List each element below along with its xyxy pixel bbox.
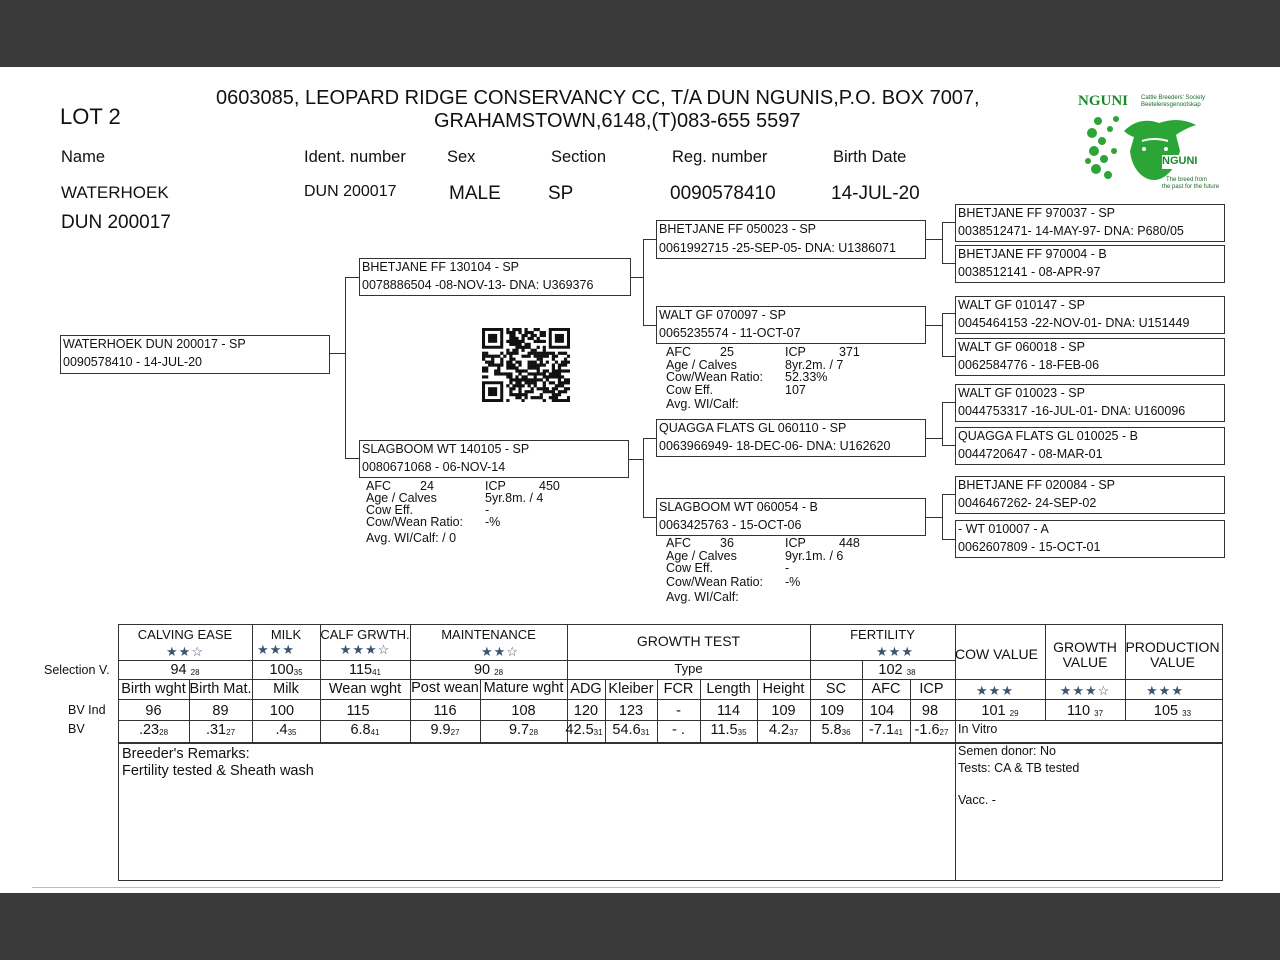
bv-label: BV bbox=[68, 722, 85, 736]
gg-3-id: WALT GF 010147 - SP bbox=[958, 298, 1085, 312]
sire-sire-id: BHETJANE FF 050023 - SP bbox=[659, 222, 817, 236]
bv-ind-production-value: 105 $_{33}$ bbox=[1153, 703, 1192, 719]
name-heading: Name bbox=[61, 148, 106, 166]
bv-ind-wean-wght: 115 bbox=[346, 703, 370, 719]
ident-heading: Ident. number bbox=[304, 148, 406, 166]
milk-stars: ★★★ bbox=[257, 642, 295, 657]
section-heading: Section bbox=[551, 148, 607, 166]
dam-id: SLAGBOOM WT 140105 - SP bbox=[362, 442, 530, 456]
breeder-line-1: 0603085, LEOPARD RIDGE CONSERVANCY CC, T/A DUN NGUNIS,P.O. BOX 7007, bbox=[216, 87, 980, 109]
tests: Tests: CA & TB tested bbox=[958, 761, 1080, 775]
calf-growth-heading: CALF GRWTH. bbox=[320, 627, 410, 642]
bv-ind-kleiber: 123 bbox=[618, 703, 644, 719]
logo-tagline-2: the past for the future bbox=[1162, 184, 1220, 190]
sire-dam-id: WALT GF 070097 - SP bbox=[659, 308, 786, 322]
bv-wean-wght: $6.8_{41}$ bbox=[350, 722, 380, 738]
perf-dam-dam: AFC 36 ICP 448 Age / Calves 9yr.1m. / 6 Cow Eff. - Cow/Wean Ratio: -% Avg. WI/Calf: bbox=[666, 536, 860, 604]
growth-test-heading: GROWTH TEST bbox=[636, 633, 741, 649]
dam-reg: 0080671068 - 06-NOV-14 bbox=[362, 460, 506, 474]
sel-milk: $100_{35}$ bbox=[269, 662, 303, 678]
col-icp: ICP bbox=[919, 681, 944, 697]
col-height: Height bbox=[762, 681, 805, 697]
animal-ident: DUN 200017 bbox=[304, 183, 397, 200]
logo-wordmark: NGUNI bbox=[1078, 93, 1129, 109]
sel-maintenance: 90 $_{28}$ bbox=[473, 662, 504, 678]
production-value-heading-1: PRODUCTION bbox=[1125, 639, 1220, 655]
fertility-stars: ★★★ bbox=[876, 644, 914, 659]
self-id: WATERHOEK DUN 200017 - SP bbox=[63, 337, 246, 351]
gg-1-reg: 0038512471- 14-MAY-97- DNA: P680/05 bbox=[958, 224, 1184, 238]
maintenance-stars: ★★☆ bbox=[481, 644, 519, 659]
gg-2-reg: 0038512141 - 08-APR-97 bbox=[958, 265, 1101, 279]
bv-ind-growth-value: 110 $_{37}$ bbox=[1066, 703, 1104, 719]
pedigree-sheet bbox=[0, 67, 1280, 893]
sire-reg: 0078886504 -08-NOV-13- DNA: U369376 bbox=[362, 278, 594, 292]
vaccinations: Vacc. - bbox=[958, 793, 996, 807]
selection-label: Selection V. bbox=[44, 663, 110, 677]
bv-icp: $-1.6_{27}$ bbox=[914, 722, 949, 738]
in-vitro-label: In Vitro bbox=[958, 722, 998, 736]
reg-heading: Reg. number bbox=[672, 148, 768, 166]
growth-value-stars: ★★★☆ bbox=[1059, 683, 1111, 698]
gg-5-id: WALT GF 010023 - SP bbox=[958, 386, 1085, 400]
breeder-line-2: GRAHAMSTOWN,6148,(T)083-655 5597 bbox=[434, 110, 801, 132]
bv-sc: $5.8_{36}$ bbox=[821, 722, 851, 738]
gg-8-id: - WT 010007 - A bbox=[958, 522, 1049, 536]
self-reg: 0090578410 - 14-JUL-20 bbox=[63, 355, 202, 369]
page-bottom-rule bbox=[32, 887, 1220, 888]
bv-birth-mat: $.31_{27}$ bbox=[205, 722, 236, 738]
bv-mature-wght: $9.7_{28}$ bbox=[508, 722, 539, 738]
gg-4-id: WALT GF 060018 - SP bbox=[958, 340, 1085, 354]
growth-value-heading-1: GROWTH bbox=[1053, 639, 1117, 655]
bv-ind-adg: 120 bbox=[573, 703, 599, 719]
dam-sire-reg: 0063966949- 18-DEC-06- DNA: U162620 bbox=[659, 439, 891, 453]
animal-birth: 14-JUL-20 bbox=[831, 183, 920, 204]
dam-dam-reg: 0063425763 - 15-OCT-06 bbox=[659, 518, 802, 532]
col-wean-wght: Wean wght bbox=[328, 681, 402, 697]
gg-6-reg: 0044720647 - 08-MAR-01 bbox=[958, 447, 1103, 461]
col-milk: Milk bbox=[273, 681, 299, 697]
type-label: Type bbox=[674, 661, 703, 676]
dam-dam-id: SLAGBOOM WT 060054 - B bbox=[659, 500, 818, 514]
growth-value-heading-2: VALUE bbox=[1062, 654, 1108, 670]
bv-adg: $42.5_{31}$ bbox=[565, 722, 603, 738]
bv-ind-birth-wght: 96 bbox=[145, 703, 162, 719]
logo-badge: NGUNI bbox=[1162, 155, 1198, 167]
bv-post-wean: $9.9_{27}$ bbox=[430, 722, 460, 738]
sex-heading: Sex bbox=[447, 148, 476, 166]
sel-calving: 94 $_{28}$ bbox=[170, 662, 200, 678]
logo-society-1: Cattle Breeders' Society bbox=[1141, 95, 1206, 101]
bv-milk: $.4_{35}$ bbox=[275, 722, 297, 738]
gg-4-reg: 0062584776 - 18-FEB-06 bbox=[958, 358, 1100, 372]
maintenance-heading: MAINTENANCE bbox=[441, 627, 536, 642]
bv-ind-height: 109 bbox=[771, 703, 796, 719]
calf-growth-stars: ★★★☆ bbox=[339, 642, 391, 657]
bv-afc: $-7.1_{41}$ bbox=[869, 722, 903, 738]
birth-heading: Birth Date bbox=[833, 148, 907, 166]
remarks-title: Breeder's Remarks: bbox=[122, 746, 250, 762]
bv-ind-afc: 104 bbox=[869, 703, 895, 719]
fertility-heading: FERTILITY bbox=[850, 627, 915, 642]
col-post-wean: Post wean bbox=[411, 680, 479, 696]
col-mature-wght: Mature wght bbox=[483, 680, 564, 696]
gg-3-reg: 0045464153 -22-NOV-01- DNA: U151449 bbox=[958, 316, 1190, 330]
animal-ident-large: DUN 200017 bbox=[61, 212, 171, 233]
col-afc: AFC bbox=[871, 681, 901, 697]
cow-value-stars: ★★★ bbox=[976, 683, 1014, 698]
col-kleiber: Kleiber bbox=[608, 681, 654, 697]
production-value-stars: ★★★ bbox=[1146, 683, 1184, 698]
col-birth-wght: Birth wght bbox=[121, 681, 186, 697]
viewer-bottom-bar bbox=[0, 893, 1280, 960]
sire-dam-reg: 0065235574 - 11-OCT-07 bbox=[659, 326, 801, 340]
milk-heading: MILK bbox=[270, 627, 302, 642]
remarks-text: Fertility tested & Sheath wash bbox=[122, 763, 314, 779]
bv-ind-length: 114 bbox=[716, 703, 741, 719]
lot-number: LOT 2 bbox=[60, 104, 121, 129]
gg-7-reg: 0046467262- 24-SEP-02 bbox=[958, 496, 1097, 510]
gg-7-id: BHETJANE FF 020084 - SP bbox=[958, 478, 1116, 492]
bv-ind-cow-value: 101 $_{29}$ bbox=[981, 703, 1019, 719]
calving-ease-stars: ★★☆ bbox=[166, 644, 204, 659]
sire-sire-reg: 0061992715 -25-SEP-05- DNA: U1386071 bbox=[659, 241, 896, 255]
animal-section: SP bbox=[548, 183, 574, 204]
gg-1-id: BHETJANE FF 970037 - SP bbox=[958, 206, 1116, 220]
bv-kleiber: $54.6_{31}$ bbox=[612, 722, 650, 738]
viewer-top-bar bbox=[0, 0, 1280, 67]
cow-value-heading: COW VALUE bbox=[955, 646, 1038, 662]
animal-reg: 0090578410 bbox=[670, 183, 776, 204]
col-length: Length bbox=[706, 681, 751, 697]
bv-ind-birth-mat: 89 bbox=[212, 703, 229, 719]
gg-2-id: BHETJANE FF 970004 - B bbox=[958, 247, 1107, 261]
col-birth-mat: Birth Mat. bbox=[189, 681, 252, 697]
col-fcr: FCR bbox=[663, 681, 694, 697]
col-sc: SC bbox=[825, 681, 847, 697]
bv-ind-fcr: - bbox=[676, 703, 681, 719]
bv-ind-post-wean: 116 bbox=[433, 703, 457, 719]
production-value-heading-2: VALUE bbox=[1150, 654, 1195, 670]
bv-ind-icp: 98 bbox=[921, 703, 939, 719]
animal-sex: MALE bbox=[449, 183, 501, 204]
bv-ind-label: BV Ind bbox=[68, 703, 106, 717]
bv-birth-wght: $.23_{28}$ bbox=[138, 722, 169, 738]
bv-fcr: - . bbox=[672, 722, 685, 738]
gg-5-reg: 0044753317 -16-JUL-01- DNA: U160096 bbox=[958, 404, 1186, 418]
col-adg: ADG bbox=[570, 681, 602, 697]
sire-id: BHETJANE FF 130104 - SP bbox=[362, 260, 520, 274]
perf-dam: AFC 24 ICP 450 Age / Calves 5yr.8m. / 4 Cow Eff. - Cow/Wean Ratio: -% Avg. WI/Calf: / 0 bbox=[366, 479, 560, 545]
bv-height: $4.2_{37}$ bbox=[768, 722, 799, 738]
dam-sire-id: QUAGGA FLATS GL 060110 - SP bbox=[659, 421, 847, 435]
gg-8-reg: 0062607809 - 15-OCT-01 bbox=[958, 540, 1101, 554]
bv-ind-milk: 100 bbox=[269, 703, 295, 719]
perf-sire-dam: AFC 25 ICP 371 Age / Calves 8yr.2m. / 7 Cow/Wean Ratio: 52.33% Cow Eff. 107 Avg. WI/Calf: bbox=[666, 345, 860, 411]
logo-tagline-1: The breed from bbox=[1166, 177, 1208, 183]
bv-length: $11.5_{35}$ bbox=[710, 722, 747, 738]
gg-6-id: QUAGGA FLATS GL 010025 - B bbox=[958, 429, 1138, 443]
bv-ind-mature-wght: 108 bbox=[511, 703, 536, 719]
sel-calf: $115_{41}$ bbox=[348, 662, 382, 678]
bv-ind-sc: 109 bbox=[819, 703, 845, 719]
semen-donor: Semen donor: No bbox=[958, 744, 1056, 758]
sel-fertility: 102 $_{38}$ bbox=[878, 662, 916, 678]
ebv-table bbox=[0, 67, 1280, 893]
logo-society-2: Beeteleresgenootskap bbox=[1141, 102, 1201, 108]
animal-name: WATERHOEK bbox=[61, 183, 169, 202]
calving-ease-heading: CALVING EASE bbox=[137, 627, 233, 642]
